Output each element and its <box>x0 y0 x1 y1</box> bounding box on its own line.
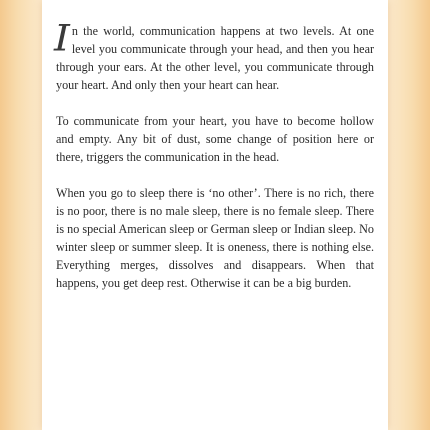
book-page <box>42 0 388 430</box>
drop-cap-letter: I <box>54 18 70 60</box>
paragraph-3-text: When you go to sleep there is ‘no other’. There is no rich, there is no poor, there is no male sleep, there is no female sleep. There is no special American sleep or German sleep or Indian sleep. No winter sleep or summer sleep. It is oneness, there is nothing else. Everything merges, dissolves and disappears. When that happens, you get deep rest. Otherwise it can be a big burden. <box>56 186 374 290</box>
paragraph-2-text: To communicate from your heart, you have to become hollow and empty. Any bit of dust, some change of position here or there, triggers the communication in the head. <box>56 114 374 164</box>
paragraph-2 <box>56 112 374 166</box>
paragraph-3 <box>56 184 374 292</box>
page-body <box>54 18 374 310</box>
paragraph-1 <box>54 18 374 94</box>
paragraph-1-text: n the world, communication happens at two levels. At one level you communicate through your head, and then you hear through your ears. At the other level, you communicate through your heart. And only then your heart can hear. <box>56 24 374 92</box>
